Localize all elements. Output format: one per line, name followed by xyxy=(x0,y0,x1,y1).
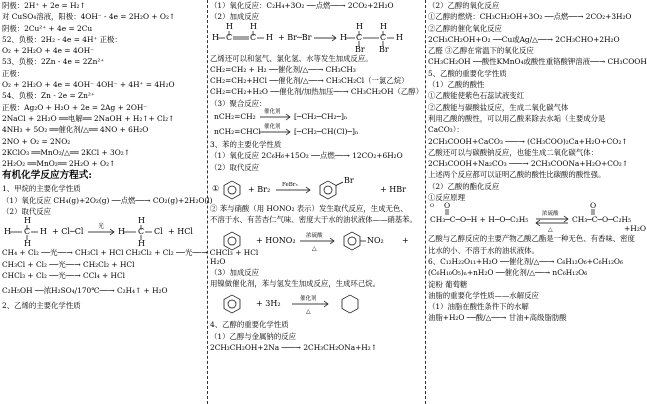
text-line: （2）取代反应 xyxy=(2,207,52,217)
svg-text:H: H xyxy=(138,216,145,226)
text-line: 2CH₃CH₂OH+O₂ ──Cu或Ag/△──→ 2CH₃CHO+2H₂O xyxy=(428,34,620,44)
svg-text:H: H xyxy=(356,21,363,31)
column-middle xyxy=(210,0,424,404)
svg-text:+ HBr: + HBr xyxy=(380,184,406,194)
ethylene-bromine-addition-structure xyxy=(210,23,422,53)
text-line: 1、甲烷的主要化学性质 xyxy=(2,184,81,194)
text-line: （1）氧化反应 CH₄(g)+2O₂(g) ──点燃──→ CO₂(g)+2H₂O(l) xyxy=(2,195,213,205)
svg-text:Cl: Cl xyxy=(154,227,163,237)
text-line: 对 CuSO₄溶液，阳极：4OH⁻ - 4e = 2H₂O + O₂↑ xyxy=(2,12,176,22)
text-line: CHCl₃ + Cl₂ ──光──→ CCl₄ + HCl xyxy=(2,270,126,280)
svg-text:△: △ xyxy=(312,244,317,252)
text-line: CH₃CH₂OH ──酸性KMnO₄或酸性重铬酸钾溶液──→ CH₃COOH xyxy=(428,57,647,67)
svg-text:CH₃─C─O─C₂H₅: CH₃─C─O─C₂H₅ xyxy=(572,215,632,225)
text-line: 不溶于水、有苦杏仁气味、密度大于水的油状液体——硝基苯。 xyxy=(210,215,417,225)
svg-text:浓硫酸: 浓硫酸 xyxy=(542,211,559,218)
svg-text:H: H xyxy=(138,239,145,249)
svg-text:C: C xyxy=(356,32,363,42)
svg-text:C: C xyxy=(24,227,31,237)
text-line: 5、乙酸的重要化学性质 xyxy=(428,68,507,78)
column-right xyxy=(428,0,647,404)
text-line: （2）乙酸的酯化反应 xyxy=(428,181,500,191)
svg-text:H: H xyxy=(24,216,31,226)
svg-text:△: △ xyxy=(306,308,311,316)
svg-text:H: H xyxy=(266,32,273,42)
text-line: （2）乙醇的氧化反应 xyxy=(428,1,500,10)
text-line: 阴极：2Cu²⁺ + 4e = 2Cu xyxy=(2,23,93,33)
text-line: 52、负极：2H₂ - 4e = 4H⁺ 正极： xyxy=(2,34,122,44)
benzene-hydrogenation-structure xyxy=(210,289,422,319)
structural-formula xyxy=(210,289,424,319)
svg-text:H: H xyxy=(226,21,233,31)
svg-text:[─CH₂─CH(Cl)─]ₙ: [─CH₂─CH(Cl)─]ₙ xyxy=(294,127,359,137)
svg-text:H: H xyxy=(250,21,257,31)
text-line: 2CH₃COOH+Na₂CO₃ ───→ 2CH₃COONa+H₂O+CO₂↑ xyxy=(428,159,629,169)
svg-text:C: C xyxy=(250,32,257,42)
svg-text:Br: Br xyxy=(355,44,365,54)
svg-text:CH₃─C─O─H + H─O─C₂H₅: CH₃─C─O─H + H─O─C₂H₅ xyxy=(430,215,529,225)
benzene-nitration-structure xyxy=(210,226,422,256)
svg-text:Br: Br xyxy=(344,175,354,185)
structural-formula xyxy=(2,217,206,247)
svg-text:+ Cl─Cl: + Cl─Cl xyxy=(52,227,84,237)
text-line: （1）乙酸的酸性 xyxy=(428,80,485,90)
text-line: 乙酸与乙醇反应的主要产物乙酸乙酯是一种无色、有香味、密度 xyxy=(428,234,635,244)
text-line: 2CH₃CH₂OH+2Na ───→ 2CH₃CH₂ONa+H₂↑ xyxy=(210,343,377,353)
text-line: 6、C₁₂H₂₂O₁₁+H₂O ──催化剂/△──→ C₆H₁₂O₆+C₆H₁₂O₆ xyxy=(428,256,623,266)
svg-text:C: C xyxy=(226,32,233,42)
svg-text:nCH₂=CH₂: nCH₂=CH₂ xyxy=(214,112,256,122)
svg-text:H: H xyxy=(212,32,219,42)
svg-text:Br: Br xyxy=(379,44,389,54)
svg-text:+H₂O: +H₂O xyxy=(624,224,646,234)
text-line: 淀粉 葡萄糖 xyxy=(428,279,468,289)
text-line: 2CH₃COOH+CaCO₃ ───→ (CH₃COO)₂Ca+H₂O+CO₂↑ xyxy=(428,136,628,146)
text-line: CH₂=CH₂+H₂O ──催化剂/加热加压──→ CH₃CH₂OH（乙醇） xyxy=(210,87,424,97)
svg-text:+ HONO₂: + HONO₂ xyxy=(256,235,296,245)
structural-formula xyxy=(210,226,424,256)
text-line: 用镍做催化剂，苯与氢发生加成反应，生成环己烷。 xyxy=(210,279,380,289)
text-line: 2KClO₃ ══MnO₂/△══ 2KCl + 3O₂↑ xyxy=(2,147,130,157)
text-line: 正极： xyxy=(2,68,25,78)
esterification-structure xyxy=(428,201,646,234)
text-line: 4、乙醇的重要化学性质 xyxy=(210,320,289,330)
svg-text:C: C xyxy=(138,227,145,237)
text-line: 乙烯还可以和氢气、氯化氢、水等发生加成反应。 xyxy=(210,53,373,63)
text-line: CaCO₃）： xyxy=(428,125,464,135)
text-line: （1）油脂在酸性条件下的水解 xyxy=(428,302,529,312)
svg-text:+ Br₂: + Br₂ xyxy=(248,184,271,194)
column-divider xyxy=(425,0,426,404)
text-line: 2NaCl + 2H₂O ══电解══ 2NaOH + H₂↑+ Cl₂↑ xyxy=(2,113,175,123)
svg-text:△: △ xyxy=(548,226,553,234)
text-line: O₂ + 2H₂O + 4e = 4OH⁻ 4OH⁻ + 4H⁺ = 4H₂O xyxy=(2,80,175,90)
svg-text:催化剂: 催化剂 xyxy=(264,124,281,131)
svg-text:NO₂: NO₂ xyxy=(367,235,384,245)
text-line: ②乙酸能与碳酸盐反应，生成二氧化碳气体 xyxy=(428,102,569,112)
structural-formula xyxy=(428,201,646,234)
svg-text:+ 3H₂: + 3H₂ xyxy=(256,299,281,309)
svg-text:O: O xyxy=(444,201,451,211)
text-line: CH₃Cl + Cl₂ ──光──→ CH₂Cl₂ + HCl xyxy=(2,259,135,269)
text-line: （1）氧化反应 2C₆H₆+15O₂ ──点燃──→ 12CO₂+6H₂O xyxy=(210,151,403,161)
text-line: 乙醛 ③乙醇在常温下的氧化反应 xyxy=(428,46,534,56)
svg-text:H: H xyxy=(118,227,125,237)
benzene-bromination-structure xyxy=(210,173,422,203)
svg-text:H: H xyxy=(4,227,11,237)
svg-text:[─CH₂─CH₂─]ₙ: [─CH₂─CH₂─]ₙ xyxy=(294,112,348,122)
text-line: (C₆H₁₀O₅)ₙ+nH₂O ──催化剂/△──→ nC₆H₁₂O₆ xyxy=(428,268,588,278)
text-line: 2H₂O₂ ══MnO₂══ 2H₂O + O₂↑ xyxy=(2,159,116,169)
text-line: 上述两个反应都可以证明乙酸的酸性比碳酸的酸性强。 xyxy=(428,170,606,180)
text-line: 油脂的重要化学性质——水解反应 xyxy=(428,290,539,300)
structural-formula xyxy=(210,109,424,139)
text-line: 正极：Ag₂O + H₂O + 2e = 2Ag + 2OH⁻ xyxy=(2,102,148,112)
text-line: ①乙醇的燃烧：CH₃CH₂OH+3O₂ ──点燃──→ 2CO₂+3H₂O xyxy=(428,12,632,22)
methane-substitution-structure xyxy=(2,217,202,247)
svg-text:H: H xyxy=(340,32,347,42)
svg-text:浓硫酸: 浓硫酸 xyxy=(306,232,323,239)
polymerization-structure xyxy=(210,109,422,139)
structural-formula xyxy=(210,23,424,53)
text-line: （3）聚合反应： xyxy=(210,98,267,108)
text-line: 53、负极：2Zn - 4e = 2Zn²⁺ xyxy=(2,57,105,67)
text-line: 利用乙酸的酸性，可以用乙酸来除去水垢（主要成分是 xyxy=(428,113,606,123)
svg-text:+: + xyxy=(402,235,409,245)
text-line: 2NO + O₂ = 2NO₂ xyxy=(2,136,71,146)
structural-formula xyxy=(210,173,424,203)
text-line: 阴极：2H⁺ + 2e = H₂↑ xyxy=(2,1,86,10)
svg-text:+ HCl: + HCl xyxy=(168,227,193,237)
text-line: ②乙醇的催化氧化反应 xyxy=(428,23,502,33)
text-line: CH₂=CH₂+HCl ──催化剂/△──→ CH₃CH₂Cl（一氯乙烷） xyxy=(210,76,409,86)
text-line: ①反应原理 xyxy=(428,193,465,203)
svg-text:O: O xyxy=(590,201,597,211)
svg-text:H: H xyxy=(396,32,403,42)
text-line: ①乙酸能使紫色石蕊试液变红 xyxy=(428,91,525,101)
text-line: （2）取代反应 xyxy=(210,162,260,172)
text-line: C₂H₅OH ──浓H₂SO₄/170℃──→ C₂H₄↑ + H₂O xyxy=(2,286,168,296)
svg-text:nCH₂=CHCl: nCH₂=CHCl xyxy=(214,127,261,137)
svg-text:FeBr₃: FeBr₃ xyxy=(282,181,298,188)
text-line: CH₄ + Cl₂ ──光──→ CH₃Cl + HCl CH₂Cl₂ + Cl₂ ──光──→ CHCl₃ + HCl xyxy=(2,248,259,258)
svg-text:H: H xyxy=(40,227,47,237)
text-line: （3）加成反应 xyxy=(210,267,260,277)
text-line: 2、乙烯的主要化学性质 xyxy=(2,301,81,311)
text-line: O₂ + 2H₂O + 4e = 4OH⁻ xyxy=(2,46,95,56)
text-line: ② 苯与硝酸（用 HONO₂ 表示）发生取代反应，生成无色、 xyxy=(210,203,408,213)
text-line: 比水的小、不溶于水的油状液体。 xyxy=(428,245,539,255)
svg-text:O: O xyxy=(430,203,435,210)
text-line: （1）氧化反应：C₂H₄+3O₂ ──点燃──→ 2CO₂+2H₂O xyxy=(210,1,394,10)
svg-text:催化剂: 催化剂 xyxy=(264,109,281,116)
text-line: CH₂=CH₂ + H₂ ──催化剂/△──→ CH₃CH₃ xyxy=(210,64,356,74)
text-line: 4NH₃ + 5O₂ ══催化剂/△══ 4NO + 6H₂O xyxy=(2,125,149,135)
text-line: H₂O xyxy=(210,256,226,266)
svg-text:+ Br─Br: + Br─Br xyxy=(278,32,312,42)
text-line: 54、负极：Zn - 2e = Zn²⁺ xyxy=(2,91,95,101)
svg-text:H: H xyxy=(24,239,31,249)
text-line: （1）乙醇与金属钠的反应 xyxy=(210,331,297,341)
svg-text:光: 光 xyxy=(98,223,105,231)
svg-text:①: ① xyxy=(212,183,220,193)
text-line: （2）加成反应 xyxy=(210,12,260,22)
svg-text:H: H xyxy=(380,21,387,31)
text-line: 油脂+H₂O ──酸/△──→ 甘油+高级脂肪酸 xyxy=(428,313,567,323)
section-heading: 有机化学反应方程式: xyxy=(2,170,92,182)
text-line: 3、苯的主要化学性质 xyxy=(210,140,282,150)
svg-text:催化剂: 催化剂 xyxy=(300,296,317,303)
text-line: 乙酸还可以与碳酸钠反应，也能生成二氧化碳气体： xyxy=(428,147,598,157)
svg-text:C: C xyxy=(380,32,387,42)
